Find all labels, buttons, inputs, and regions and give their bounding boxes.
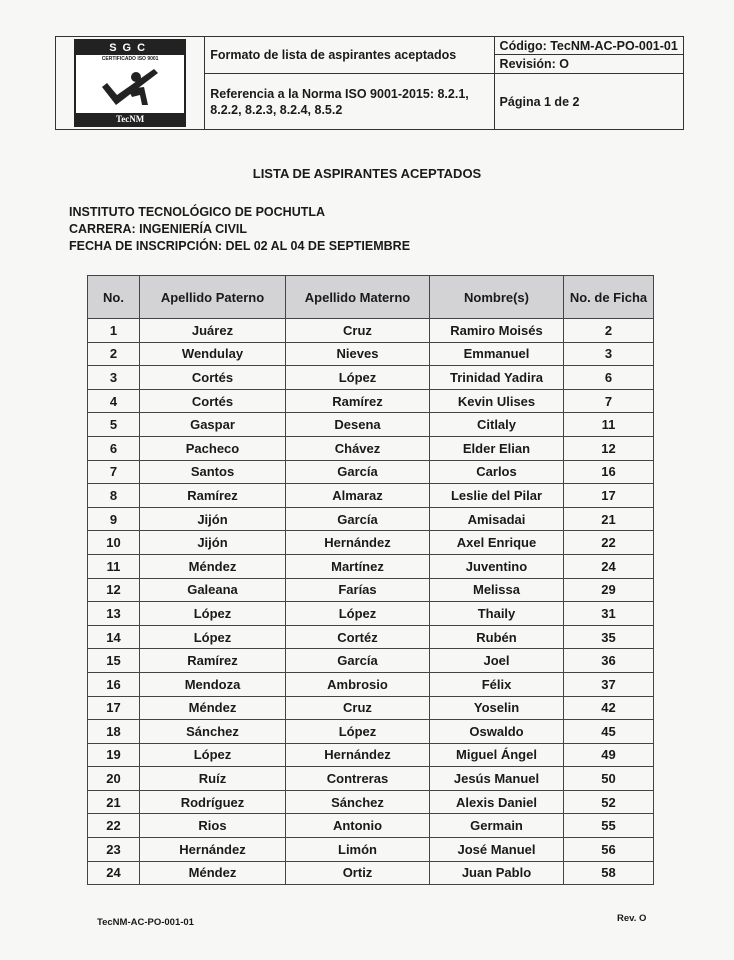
cell-ficha: 45 xyxy=(564,720,654,744)
cell-apellido-materno: García xyxy=(286,507,430,531)
cell-no: 22 xyxy=(88,814,140,838)
cell-ficha: 3 xyxy=(564,342,654,366)
cell-no: 13 xyxy=(88,602,140,626)
cell-nombres: Miguel Ángel xyxy=(430,743,564,767)
table-row xyxy=(88,436,654,460)
cell-nombres: Rubén xyxy=(430,625,564,649)
cell-apellido-paterno: Ruíz xyxy=(140,767,286,791)
cell-nombres: Leslie del Pilar xyxy=(430,484,564,508)
cell-apellido-paterno: Rios xyxy=(140,814,286,838)
cell-apellido-paterno: Méndez xyxy=(140,696,286,720)
table-row xyxy=(88,602,654,626)
table-row xyxy=(88,672,654,696)
table-row xyxy=(88,531,654,555)
career-name: CARRERA: INGENIERÍA CIVIL xyxy=(69,222,248,236)
cell-apellido-paterno: Hernández xyxy=(140,838,286,862)
cell-nombres: Yoselin xyxy=(430,696,564,720)
document-code: Código: TecNM-AC-PO-001-01 xyxy=(495,37,683,55)
cell-ficha: 37 xyxy=(564,672,654,696)
table-row xyxy=(88,507,654,531)
cell-ficha: 49 xyxy=(564,743,654,767)
cell-apellido-materno: Farías xyxy=(286,578,430,602)
cell-nombres: Trinidad Yadira xyxy=(430,366,564,390)
cell-apellido-paterno: Ramírez xyxy=(140,649,286,673)
table-row xyxy=(88,413,654,437)
cell-ficha: 7 xyxy=(564,389,654,413)
cell-apellido-paterno: López xyxy=(140,743,286,767)
page-title: LISTA DE ASPIRANTES ACEPTADOS xyxy=(252,166,482,181)
cell-apellido-materno: Chávez xyxy=(286,436,430,460)
table-row xyxy=(88,578,654,602)
cell-apellido-materno: Antonio xyxy=(286,814,430,838)
cell-no: 16 xyxy=(88,672,140,696)
logo-cell xyxy=(56,37,205,130)
table-header-row xyxy=(88,276,654,319)
cell-apellido-paterno: Juárez xyxy=(140,319,286,343)
table-row xyxy=(88,743,654,767)
cell-ficha: 56 xyxy=(564,838,654,862)
cell-no: 15 xyxy=(88,649,140,673)
cell-apellido-materno: García xyxy=(286,460,430,484)
cell-apellido-materno: Hernández xyxy=(286,531,430,555)
cell-no: 5 xyxy=(88,413,140,437)
cell-apellido-materno: Ambrosio xyxy=(286,672,430,696)
cell-apellido-materno: Contreras xyxy=(286,767,430,791)
cell-apellido-materno: López xyxy=(286,366,430,390)
cell-nombres: Jesús Manuel xyxy=(430,767,564,791)
cell-no: 23 xyxy=(88,838,140,862)
cell-apellido-paterno: Cortés xyxy=(140,366,286,390)
cell-ficha: 24 xyxy=(564,554,654,578)
cell-nombres: Juventino xyxy=(430,554,564,578)
cell-nombres: Ramiro Moisés xyxy=(430,319,564,343)
cell-apellido-materno: Desena xyxy=(286,413,430,437)
cell-apellido-paterno: Santos xyxy=(140,460,286,484)
cell-ficha: 36 xyxy=(564,649,654,673)
table-row xyxy=(88,649,654,673)
cell-no: 8 xyxy=(88,484,140,508)
cell-ficha: 12 xyxy=(564,436,654,460)
cell-nombres: Juan Pablo xyxy=(430,861,564,885)
table-row xyxy=(88,790,654,814)
cell-no: 19 xyxy=(88,743,140,767)
col-header-no: No. xyxy=(88,276,140,319)
cell-apellido-materno: Ramírez xyxy=(286,389,430,413)
cell-no: 9 xyxy=(88,507,140,531)
sgc-tecnm-logo xyxy=(74,39,186,127)
cell-nombres: Kevin Ulises xyxy=(430,389,564,413)
cell-no: 10 xyxy=(88,531,140,555)
cell-ficha: 11 xyxy=(564,413,654,437)
table-row xyxy=(88,814,654,838)
table-row xyxy=(88,696,654,720)
cell-nombres: José Manuel xyxy=(430,838,564,862)
table-body xyxy=(88,319,654,885)
cell-apellido-materno: Hernández xyxy=(286,743,430,767)
cell-ficha: 17 xyxy=(564,484,654,508)
table-row xyxy=(88,767,654,791)
table-row xyxy=(88,460,654,484)
cell-no: 12 xyxy=(88,578,140,602)
col-header-ficha: No. de Ficha xyxy=(564,276,654,319)
document-header xyxy=(55,36,684,130)
cell-nombres: Joel xyxy=(430,649,564,673)
cell-apellido-paterno: Cortés xyxy=(140,389,286,413)
cell-ficha: 35 xyxy=(564,625,654,649)
institute-name: INSTITUTO TECNOLÓGICO DE POCHUTLA xyxy=(69,205,326,219)
footer-revision: Rev. O xyxy=(617,913,647,924)
cell-apellido-materno: Cruz xyxy=(286,319,430,343)
cell-apellido-paterno: Méndez xyxy=(140,554,286,578)
cell-apellido-materno: Nieves xyxy=(286,342,430,366)
cell-nombres: Félix xyxy=(430,672,564,696)
cell-apellido-paterno: Jijón xyxy=(140,507,286,531)
cell-apellido-paterno: Galeana xyxy=(140,578,286,602)
norma-reference: Referencia a la Norma ISO 9001-2015: 8.2.1, 8.2.2, 8.2.3, 8.2.4, 8.5.2 xyxy=(205,74,494,130)
cell-no: 3 xyxy=(88,366,140,390)
table-row xyxy=(88,625,654,649)
cell-nombres: Amisadai xyxy=(430,507,564,531)
cell-nombres: Elder Elian xyxy=(430,436,564,460)
cell-nombres: Citlaly xyxy=(430,413,564,437)
table-row xyxy=(88,389,654,413)
cell-no: 14 xyxy=(88,625,140,649)
cell-nombres: Thaily xyxy=(430,602,564,626)
cell-no: 18 xyxy=(88,720,140,744)
registration-date: FECHA DE INSCRIPCIÓN: DEL 02 AL 04 DE SEPTIEMBRE xyxy=(69,239,411,253)
cell-ficha: 22 xyxy=(564,531,654,555)
cell-ficha: 29 xyxy=(564,578,654,602)
cell-apellido-materno: Cruz xyxy=(286,696,430,720)
cell-apellido-materno: Almaraz xyxy=(286,484,430,508)
cell-no: 6 xyxy=(88,436,140,460)
cell-apellido-paterno: Jijón xyxy=(140,531,286,555)
cell-no: 20 xyxy=(88,767,140,791)
col-header-apellido-paterno: Apellido Paterno xyxy=(140,276,286,319)
cell-nombres: Emmanuel xyxy=(430,342,564,366)
cell-apellido-paterno: López xyxy=(140,602,286,626)
col-header-nombres: Nombre(s) xyxy=(430,276,564,319)
cell-ficha: 6 xyxy=(564,366,654,390)
col-header-apellido-materno: Apellido Materno xyxy=(286,276,430,319)
cell-nombres: Oswaldo xyxy=(430,720,564,744)
cell-apellido-paterno: Pacheco xyxy=(140,436,286,460)
cell-no: 4 xyxy=(88,389,140,413)
cell-apellido-materno: Ortiz xyxy=(286,861,430,885)
cell-no: 2 xyxy=(88,342,140,366)
cell-apellido-materno: Martínez xyxy=(286,554,430,578)
footer-code: TecNM-AC-PO-001-01 xyxy=(97,917,194,928)
cell-nombres: Carlos xyxy=(430,460,564,484)
cell-no: 24 xyxy=(88,861,140,885)
cell-apellido-materno: García xyxy=(286,649,430,673)
cell-no: 21 xyxy=(88,790,140,814)
code-revision-cell xyxy=(494,37,683,74)
document-revision: Revisión: O xyxy=(499,57,570,71)
cell-apellido-paterno: Wendulay xyxy=(140,342,286,366)
cell-apellido-paterno: Ramírez xyxy=(140,484,286,508)
table-row xyxy=(88,861,654,885)
cell-no: 17 xyxy=(88,696,140,720)
cell-apellido-paterno: Sánchez xyxy=(140,720,286,744)
format-title: Formato de lista de aspirantes aceptados xyxy=(205,37,494,74)
cell-ficha: 52 xyxy=(564,790,654,814)
cell-ficha: 55 xyxy=(564,814,654,838)
table-row xyxy=(88,342,654,366)
cell-apellido-materno: Limón xyxy=(286,838,430,862)
cell-no: 11 xyxy=(88,554,140,578)
logo-sgc-text: SGC xyxy=(76,41,184,55)
cell-no: 1 xyxy=(88,319,140,343)
cell-apellido-paterno: Rodríguez xyxy=(140,790,286,814)
cell-no: 7 xyxy=(88,460,140,484)
cell-apellido-paterno: Mendoza xyxy=(140,672,286,696)
cell-nombres: Axel Enrique xyxy=(430,531,564,555)
page-number: Página 1 de 2 xyxy=(494,74,683,130)
cell-apellido-materno: López xyxy=(286,720,430,744)
cell-nombres: Alexis Daniel xyxy=(430,790,564,814)
cell-apellido-paterno: López xyxy=(140,625,286,649)
table-row xyxy=(88,720,654,744)
cell-ficha: 2 xyxy=(564,319,654,343)
cell-ficha: 16 xyxy=(564,460,654,484)
cell-apellido-paterno: Méndez xyxy=(140,861,286,885)
cell-apellido-paterno: Gaspar xyxy=(140,413,286,437)
cell-nombres: Melissa xyxy=(430,578,564,602)
cell-apellido-materno: López xyxy=(286,602,430,626)
table-row xyxy=(88,319,654,343)
cell-apellido-materno: Cortéz xyxy=(286,625,430,649)
table-row xyxy=(88,838,654,862)
cell-ficha: 31 xyxy=(564,602,654,626)
cell-ficha: 50 xyxy=(564,767,654,791)
cell-ficha: 58 xyxy=(564,861,654,885)
logo-tecnm-text: TecNM xyxy=(76,113,184,125)
cell-ficha: 21 xyxy=(564,507,654,531)
table-row xyxy=(88,484,654,508)
cell-nombres: Germain xyxy=(430,814,564,838)
table-row xyxy=(88,366,654,390)
applicants-table xyxy=(87,275,654,885)
cell-apellido-materno: Sánchez xyxy=(286,790,430,814)
table-row xyxy=(88,554,654,578)
checkmark-person-icon xyxy=(98,65,162,111)
cell-ficha: 42 xyxy=(564,696,654,720)
logo-cert-text: CERTIFICADO ISO 9001 xyxy=(101,56,159,62)
